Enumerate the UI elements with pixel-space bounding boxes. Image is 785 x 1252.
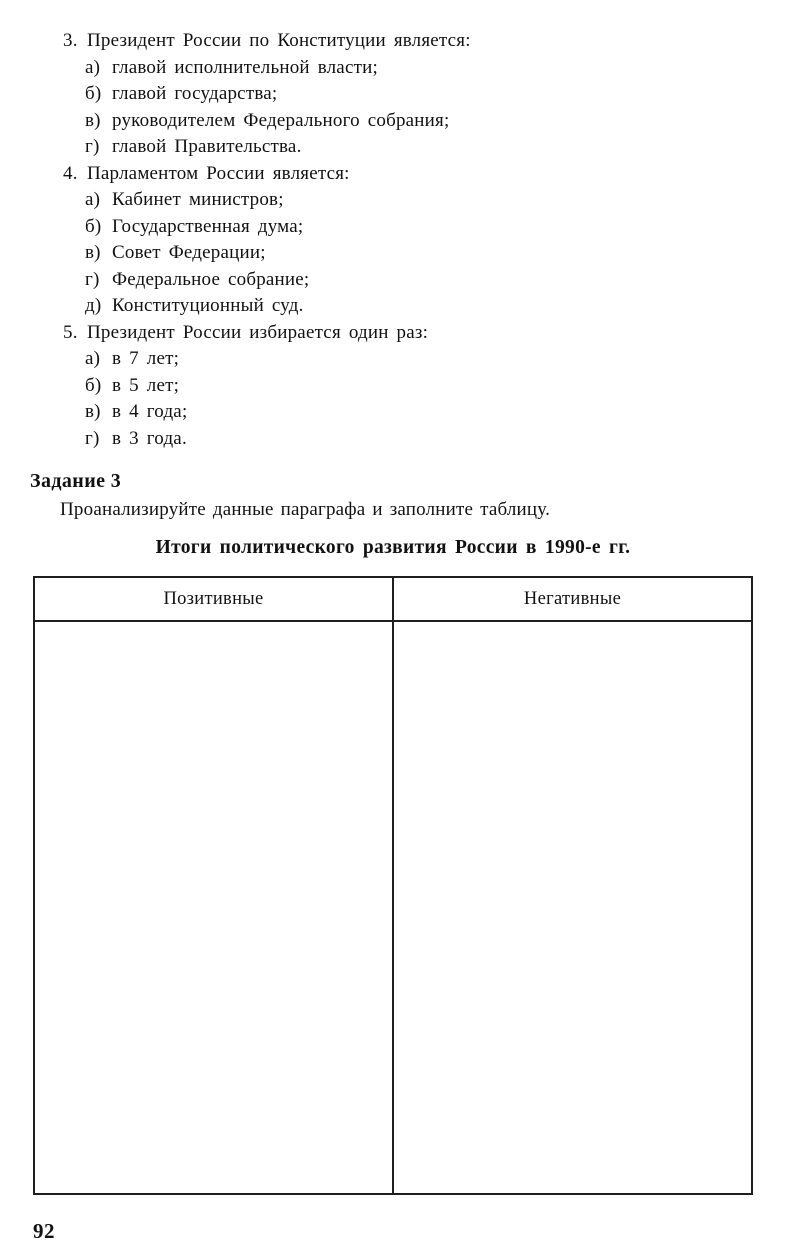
question-5: [33, 320, 753, 453]
answer-option: [85, 399, 753, 426]
question-number: 4.: [63, 162, 78, 184]
question-number: 3.: [63, 30, 78, 51]
answer-option: [85, 346, 753, 373]
option-letter: в): [85, 242, 101, 263]
answer-option: [85, 55, 753, 82]
table-row: [34, 621, 752, 1194]
column-header-positive: Позитивные: [34, 577, 393, 621]
option-letter: г): [85, 268, 100, 290]
question-text: Президент России по Конституции является:: [87, 30, 471, 51]
answer-option: [85, 293, 753, 320]
quiz-questions: [33, 28, 753, 452]
option-letter: д): [85, 295, 102, 316]
question-text: Парламентом России является:: [87, 162, 350, 184]
answer-option: [85, 426, 753, 453]
option-text: Федеральное собрание;: [112, 268, 310, 290]
option-text: в 3 года.: [112, 427, 187, 449]
question-stem: [63, 28, 753, 55]
option-letter: в): [85, 109, 101, 131]
option-text: главой государства;: [112, 83, 278, 104]
option-text: Совет Федерации;: [112, 242, 266, 263]
question-3: [33, 28, 753, 161]
option-text: руководителем Федерального собрания;: [112, 109, 450, 131]
option-text: Конституционный суд.: [112, 295, 304, 316]
option-letter: б): [85, 374, 102, 396]
page-number: 92: [33, 1219, 55, 1243]
table-header-row: [34, 577, 752, 621]
answer-option: [85, 267, 753, 294]
task-instruction: Проанализируйте данные параграфа и заполните таблицу.: [60, 499, 551, 520]
question-stem: [63, 320, 753, 347]
option-text: в 4 года;: [112, 401, 188, 422]
option-letter: г): [85, 136, 100, 157]
option-text: главой Правительства.: [112, 136, 302, 157]
option-letter: а): [85, 348, 101, 369]
option-text: Кабинет министров;: [112, 189, 284, 210]
option-text: Государственная дума;: [112, 215, 304, 237]
question-text: Президент России избирается один раз:: [87, 321, 429, 343]
answer-option: [85, 214, 753, 241]
option-text: в 5 лет;: [112, 374, 180, 396]
option-letter: а): [85, 56, 101, 78]
task-heading: Задание 3: [30, 470, 122, 492]
option-letter: в): [85, 401, 101, 422]
option-text: главой исполнительной власти;: [112, 56, 378, 78]
answer-option: [85, 108, 753, 135]
question-number: 5.: [63, 321, 78, 343]
results-table: [33, 576, 753, 1195]
answer-option: [85, 187, 753, 214]
question-stem: [63, 161, 753, 188]
negative-blank-cell: [393, 621, 752, 1194]
positive-blank-cell: [34, 621, 393, 1194]
answer-option: [85, 373, 753, 400]
option-letter: б): [85, 83, 102, 104]
question-4: [33, 161, 753, 320]
column-header-negative: Негативные: [393, 577, 752, 621]
option-letter: б): [85, 215, 102, 237]
table-title: Итоги политического развития России в 1990-е гг.: [155, 537, 631, 558]
option-letter: г): [85, 427, 100, 449]
answer-option: [85, 240, 753, 267]
answer-option: [85, 134, 753, 161]
answer-option: [85, 81, 753, 108]
option-letter: а): [85, 189, 101, 210]
option-text: в 7 лет;: [112, 348, 180, 369]
